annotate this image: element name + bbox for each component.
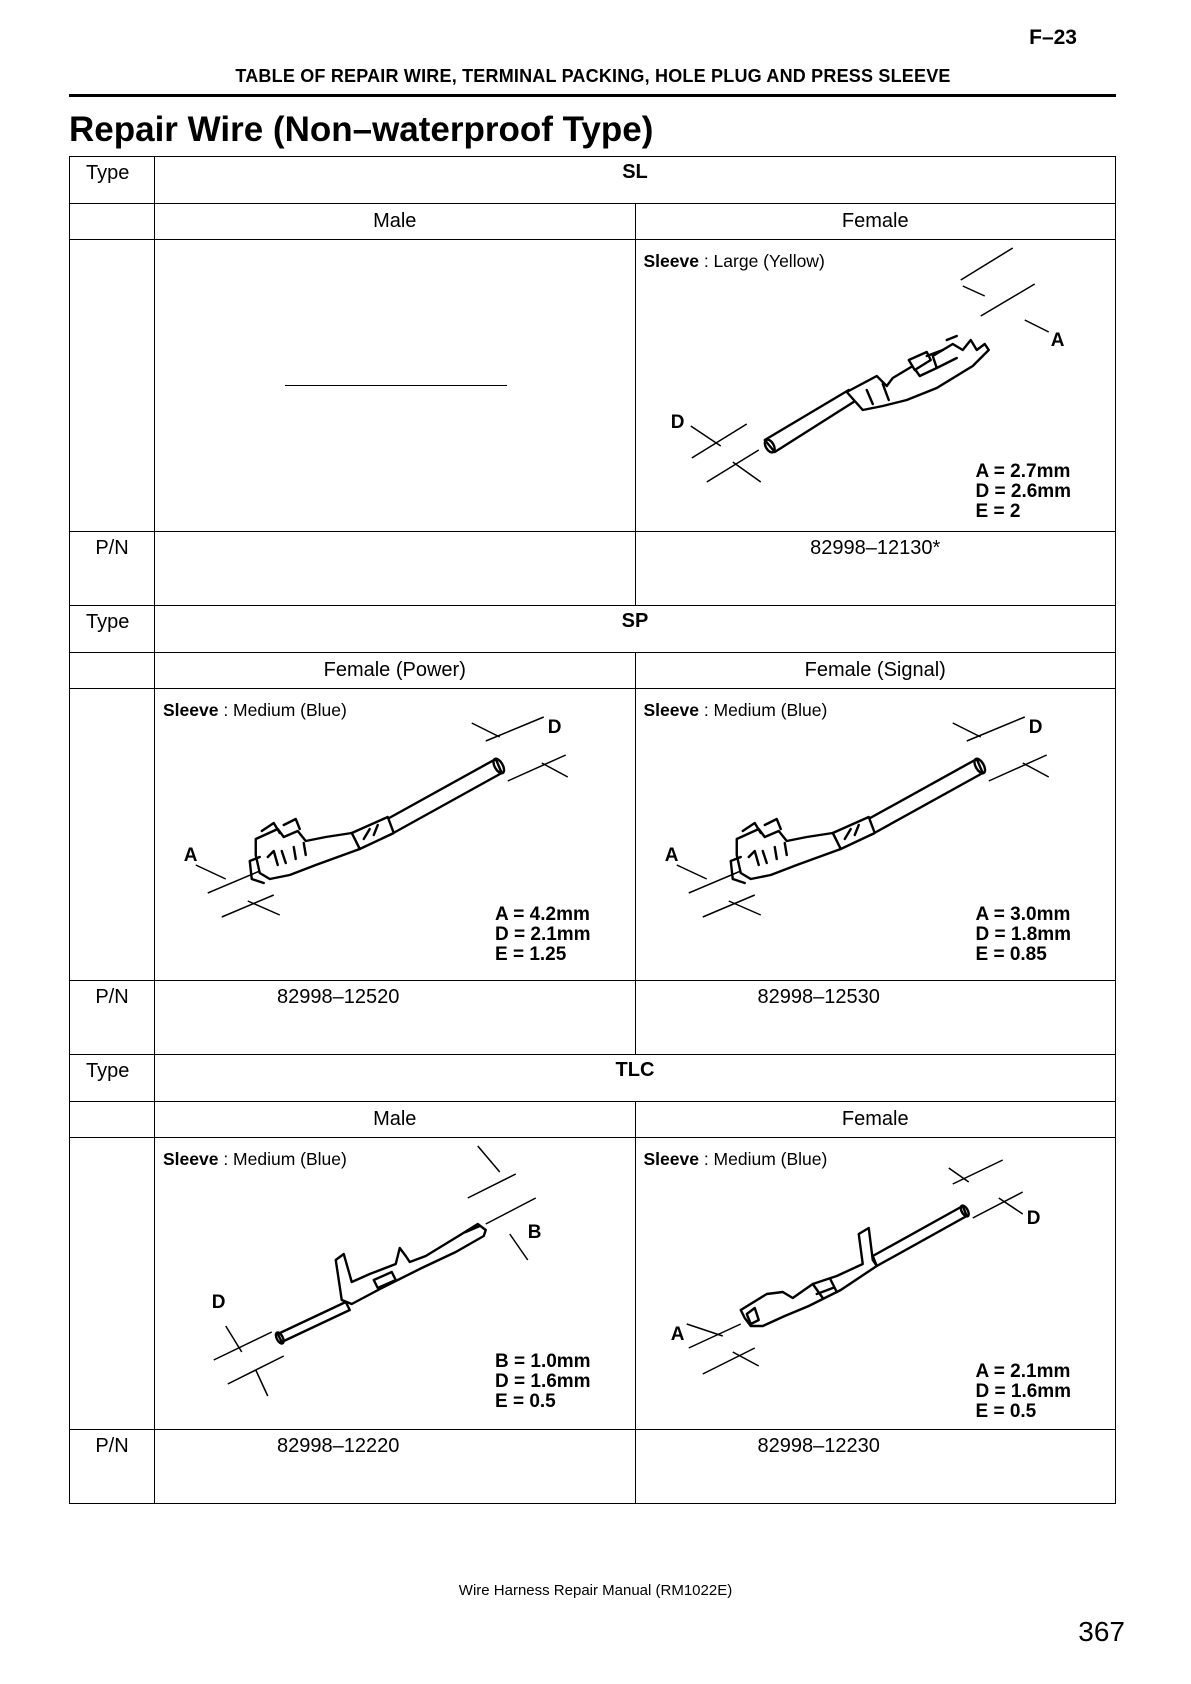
pn-label: P/N	[70, 981, 155, 1055]
pn-tlc-female: 82998–12230	[635, 1430, 1116, 1504]
pn-tlc-male: 82998–12220	[155, 1430, 636, 1504]
column-label-sp-power: Female (Power)	[155, 653, 636, 689]
sp-power-drawing-cell	[155, 689, 636, 981]
dimension-list: A = 3.0mm D = 1.8mm E = 0.85	[975, 904, 1072, 965]
dimension-list: A = 4.2mm D = 2.1mm E = 1.25	[495, 904, 591, 965]
svg-text:B: B	[527, 1222, 542, 1243]
sl-male-drawing-cell	[155, 240, 636, 532]
sleeve-note: Sleeve : Large (Yellow)	[643, 251, 825, 271]
type-name-sl: SL	[155, 157, 1116, 204]
repair-wire-table	[69, 156, 1116, 1504]
column-label-sl-male: Male	[155, 204, 636, 240]
type-label: Type	[70, 157, 155, 204]
pn-sl-female: 82998–12130*	[635, 532, 1116, 606]
sleeve-note: Sleeve : Medium (Blue)	[643, 700, 828, 720]
header-rule	[69, 94, 1116, 97]
column-label-tlc-male: Male	[155, 1102, 636, 1138]
svg-text:D: D	[670, 412, 684, 433]
dimension-list: A = 2.1mm D = 1.6mm E = 0.5	[975, 1361, 1072, 1422]
footer-manual-title: Wire Harness Repair Manual (RM1022E)	[458, 1582, 733, 1599]
type-label: Type	[70, 1055, 155, 1102]
svg-text:D: D	[1026, 1208, 1040, 1229]
pn-label: P/N	[70, 532, 155, 606]
sleeve-note: Sleeve : Medium (Blue)	[163, 700, 347, 720]
pn-sl-male	[155, 532, 636, 606]
not-applicable-dash	[285, 385, 507, 386]
pn-sp-power: 82998–12520	[155, 981, 636, 1055]
sleeve-note: Sleeve : Medium (Blue)	[643, 1149, 828, 1169]
column-label-tlc-female: Female	[635, 1102, 1116, 1138]
svg-text:D: D	[1028, 717, 1042, 738]
tlc-female-drawing-cell	[635, 1138, 1116, 1430]
sp-signal-drawing-cell	[635, 689, 1116, 981]
dimension-list: B = 1.0mm D = 1.6mm E = 0.5	[495, 1351, 591, 1412]
pn-label: P/N	[70, 1430, 155, 1504]
svg-text:A: A	[670, 1324, 684, 1345]
svg-text:D: D	[547, 717, 562, 738]
column-label-sp-signal: Female (Signal)	[635, 653, 1116, 689]
svg-text:A: A	[183, 845, 198, 866]
tlc-male-drawing-cell	[155, 1138, 636, 1430]
page-code: F–23	[1029, 26, 1077, 49]
header-title: TABLE OF REPAIR WIRE, TERMINAL PACKING, HOLE PLUG AND PRESS SLEEVE	[235, 66, 951, 86]
section-title: Repair Wire (Non–waterproof Type)	[69, 110, 654, 149]
svg-text:A: A	[1050, 330, 1064, 351]
type-name-tlc: TLC	[155, 1055, 1116, 1102]
svg-text:A: A	[664, 845, 678, 866]
dimension-list: A = 2.7mm D = 2.6mm E = 2	[975, 461, 1072, 522]
page-number: 367	[1078, 1616, 1125, 1647]
svg-text:D: D	[211, 1292, 226, 1313]
sleeve-note: Sleeve : Medium (Blue)	[163, 1149, 347, 1169]
type-label: Type	[70, 606, 155, 653]
column-label-sl-female: Female	[635, 204, 1116, 240]
type-name-sp: SP	[155, 606, 1116, 653]
sl-female-drawing-cell	[635, 240, 1116, 532]
pn-sp-signal: 82998–12530	[635, 981, 1116, 1055]
